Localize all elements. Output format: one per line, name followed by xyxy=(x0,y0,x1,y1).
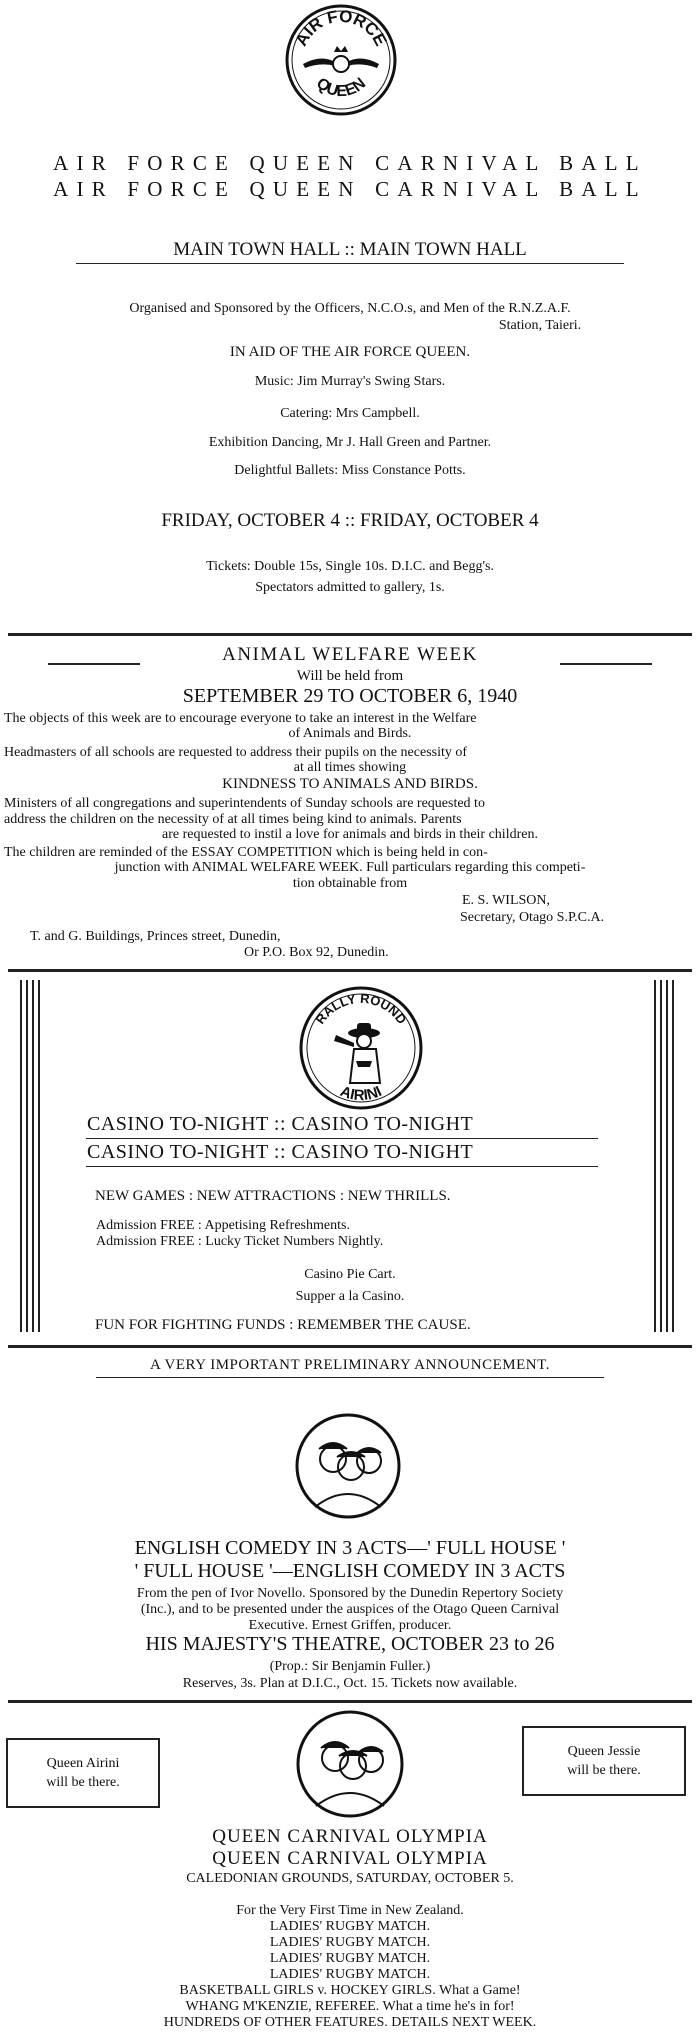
olympia-basketball: BASKETBALL GIRLS v. HOCKEY GIRLS. What a Game! xyxy=(179,1983,521,1998)
animal-kindness: KINDNESS TO ANIMALS AND BIRDS. xyxy=(222,776,478,792)
animal-p4c: tion obtainable from xyxy=(292,876,408,891)
players-portrait-logo xyxy=(294,1708,406,1820)
comedy-desc-2: (Inc.), and to be presented under the auspices of the Otago Queen Carnival xyxy=(140,1602,560,1617)
casino-line-2: CASINO TO-NIGHT :: CASINO TO-NIGHT xyxy=(87,1141,474,1163)
olympia-rugby-1: LADIES' RUGBY MATCH. xyxy=(269,1919,431,1934)
ball-title-1: AIR FORCE QUEEN CARNIVAL BALL xyxy=(53,151,647,175)
olympia-referee: WHANG M'KENZIE, REFEREE. What a time he's in for! xyxy=(185,1999,515,2014)
svg-text:AIR FORCE xyxy=(292,7,391,50)
casino-pie-cart: Casino Pie Cart. xyxy=(304,1267,396,1282)
queen-jessie-line-2: will be there. xyxy=(567,1763,641,1778)
casino-line-1: CASINO TO-NIGHT :: CASINO TO-NIGHT xyxy=(87,1113,474,1135)
animal-address-2: Or P.O. Box 92, Dunedin. xyxy=(244,945,389,960)
organised-line-1: Organised and Sponsored by the Officers, N.C.O.s, and Men of the R.N.Z.A.F. xyxy=(129,301,571,316)
animal-held: Will be held from xyxy=(296,668,404,684)
date-line: FRIDAY, OCTOBER 4 :: FRIDAY, OCTOBER 4 xyxy=(161,510,539,531)
svg-text:RALLY ROUND xyxy=(312,991,409,1027)
animal-p4a: The children are reminded of the ESSAY COMPETITION which is being held in con- xyxy=(4,845,488,860)
olympia-rugby-4: LADIES' RUGBY MATCH. xyxy=(269,1967,431,1982)
dancing-line: Exhibition Dancing, Mr J. Hall Green and Partner. xyxy=(208,435,492,450)
animal-p1a: The objects of this week are to encourage everyone to take an interest in the Welfare xyxy=(4,711,477,726)
organised-line-2: Station, Taieri. xyxy=(498,318,582,333)
venue-underline xyxy=(76,263,624,264)
animal-dates: SEPTEMBER 29 TO OCTOBER 6, 1940 xyxy=(182,685,518,707)
olympia-rugby-3: LADIES' RUGBY MATCH. xyxy=(269,1951,431,1966)
logo-bottom-text: QUEEN xyxy=(312,74,370,101)
logo-top-text: AIR FORCE xyxy=(291,6,391,50)
casino-admission-2: Admission FREE : Lucky Ticket Numbers Nightly. xyxy=(96,1234,384,1249)
olympia-first-time: For the Very First Time in New Zealand. xyxy=(236,1903,464,1918)
preliminary-underline xyxy=(96,1377,604,1378)
tickets-line: Tickets: Double 15s, Single 10s. D.I.C. and Begg's. xyxy=(206,559,494,574)
three-faces-icon xyxy=(315,1443,381,1507)
spectators-line: Spectators admitted to gallery, 1s. xyxy=(255,580,445,595)
divider xyxy=(8,1345,692,1348)
wings-crown-icon xyxy=(303,46,379,72)
casino-fun: FUN FOR FIGHTING FUNDS : REMEMBER THE CAUSE. xyxy=(95,1317,471,1333)
preliminary-announcement: A VERY IMPORTANT PRELIMINARY ANNOUNCEMENT. xyxy=(150,1357,550,1373)
queen-airini-box xyxy=(6,1738,160,1808)
divider xyxy=(8,1700,692,1703)
animal-p3c: are requested to instil a love for animals and birds in their children. xyxy=(162,827,538,842)
casino-games: NEW GAMES : NEW ATTRACTIONS : NEW THRILLS. xyxy=(95,1188,451,1204)
queen-jessie-box xyxy=(522,1726,686,1796)
aid-line: IN AID OF THE AIR FORCE QUEEN. xyxy=(229,344,471,360)
air-force-queen-logo xyxy=(283,2,399,118)
rally-round-airini-logo xyxy=(296,983,426,1113)
divider xyxy=(8,969,692,972)
three-faces-icon xyxy=(316,1742,384,1806)
ball-title-2: AIR FORCE QUEEN CARNIVAL BALL xyxy=(53,177,647,201)
animal-p2b: at all times showing xyxy=(293,760,407,775)
music-line: Music: Jim Murray's Swing Stars. xyxy=(254,374,446,389)
casino-supper: Supper a la Casino. xyxy=(295,1289,405,1304)
animal-signer: E. S. WILSON, xyxy=(462,893,551,908)
olympia-rugby-2: LADIES' RUGBY MATCH. xyxy=(269,1935,431,1950)
svg-text:AIRINI xyxy=(338,1083,385,1104)
logo-bottom-text: AIRINI xyxy=(337,1082,385,1105)
catering-line: Catering: Mrs Campbell. xyxy=(280,406,420,421)
olympia-title-1: QUEEN CARNIVAL OLYMPIA xyxy=(212,1826,488,1847)
players-portrait-logo xyxy=(293,1411,403,1521)
comedy-line-1: ENGLISH COMEDY IN 3 ACTS—' FULL HOUSE ' xyxy=(134,1537,566,1559)
comedy-desc-3: Executive. Ernest Griffen, producer. xyxy=(248,1618,452,1633)
animal-address-1: T. and G. Buildings, Princes street, Dunedin, xyxy=(30,929,281,944)
queen-airini-line-1: Queen Airini xyxy=(46,1756,120,1771)
comedy-prop: (Prop.: Sir Benjamin Fuller.) xyxy=(269,1659,431,1674)
olympia-title-2: QUEEN CARNIVAL OLYMPIA xyxy=(212,1848,488,1869)
queen-airini-line-2: will be there. xyxy=(46,1775,120,1790)
animal-p1b: of Animals and Birds. xyxy=(288,726,412,741)
soldier-bugler-icon xyxy=(334,1023,380,1083)
comedy-theatre: HIS MAJESTY'S THEATRE, OCTOBER 23 to 26 xyxy=(145,1633,555,1655)
queen-jessie-line-1: Queen Jessie xyxy=(567,1744,641,1759)
divider xyxy=(8,633,692,636)
olympia-hundreds: HUNDREDS OF OTHER FEATURES. DETAILS NEXT WEEK. xyxy=(163,2015,537,2030)
comedy-reserves: Reserves, 3s. Plan at D.I.C., Oct. 15. Tickets now available. xyxy=(182,1676,518,1691)
animal-p4b: junction with ANIMAL WELFARE WEEK. Full particulars regarding this competi- xyxy=(114,860,586,875)
logo-top-text: RALLY ROUND xyxy=(312,990,410,1027)
comedy-line-2: ' FULL HOUSE '—ENGLISH COMEDY IN 3 ACTS xyxy=(134,1560,566,1582)
casino-admission-1: Admission FREE : Appetising Refreshments. xyxy=(96,1218,350,1233)
casino-line-rule xyxy=(86,1138,598,1139)
olympia-grounds: CALEDONIAN GROUNDS, SATURDAY, OCTOBER 5. xyxy=(186,1871,514,1886)
animal-p2a: Headmasters of all schools are requested to address their pupils on the necessity of xyxy=(4,745,468,760)
animal-p3b: address the children on the necessity of at all times being kind to animals. Parents xyxy=(4,812,462,827)
casino-line-rule xyxy=(86,1166,598,1167)
animal-signer-title: Secretary, Otago S.P.C.A. xyxy=(460,910,605,925)
comedy-desc-1: From the pen of Ivor Novello. Sponsored by the Dunedin Repertory Society xyxy=(136,1586,564,1601)
svg-text:QUEEN xyxy=(313,75,369,100)
animal-title: ANIMAL WELFARE WEEK xyxy=(222,644,478,665)
venue: MAIN TOWN HALL :: MAIN TOWN HALL xyxy=(173,239,527,260)
animal-p3a: Ministers of all congregations and superintendents of Sunday schools are requested to xyxy=(4,796,485,811)
ballets-line: Delightful Ballets: Miss Constance Potts. xyxy=(234,463,466,478)
